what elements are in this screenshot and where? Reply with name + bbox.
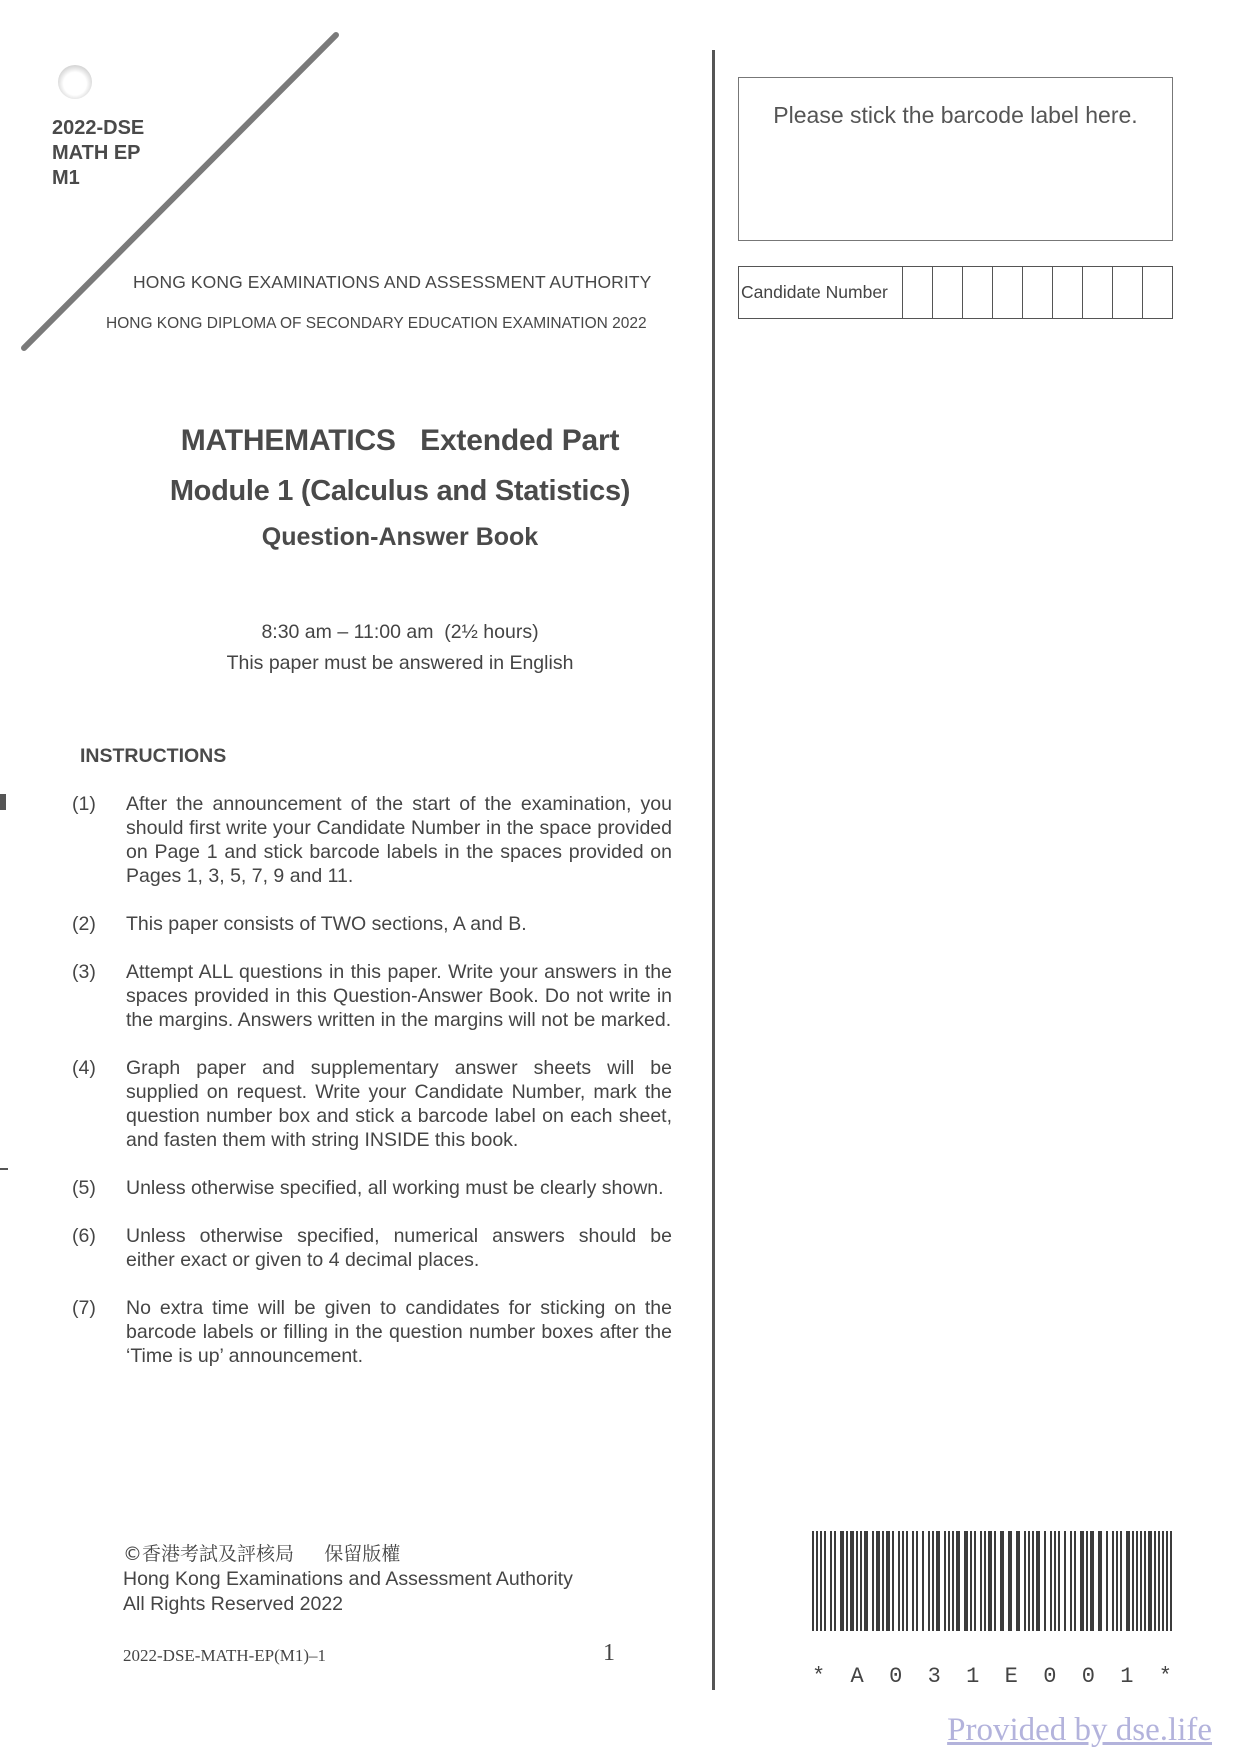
candidate-number-cell[interactable]	[1083, 267, 1113, 318]
candidate-number-label: Candidate Number	[739, 267, 903, 318]
instruction-number: (1)	[72, 793, 96, 815]
candidate-number-cell[interactable]	[1023, 267, 1053, 318]
barcode-bar	[1086, 1531, 1088, 1631]
paper-code	[52, 116, 144, 191]
barcode-bar	[1080, 1531, 1084, 1631]
barcode-char: A	[850, 1664, 864, 1689]
subject-title: MATHEMATICS Extended Part	[180, 424, 620, 457]
barcode-label-text: Please stick the barcode label here.	[773, 102, 1138, 128]
instruction-number: (3)	[72, 961, 96, 983]
candidate-number-cell[interactable]	[1113, 267, 1143, 318]
title-block	[80, 424, 720, 552]
instruction-item	[72, 960, 672, 1032]
candidate-number-cell[interactable]	[903, 267, 933, 318]
barcode-bar	[876, 1531, 880, 1631]
barcode-bar	[850, 1531, 854, 1631]
barcode-bar	[984, 1531, 986, 1631]
barcode-bar	[1162, 1531, 1164, 1631]
barcode-bar	[1112, 1531, 1114, 1631]
barcode-char: *	[812, 1664, 826, 1689]
candidate-number-cell[interactable]	[993, 267, 1023, 318]
barcode-bar	[1116, 1531, 1118, 1631]
paper-code-line: M1	[52, 167, 80, 189]
barcode-bar	[922, 1531, 924, 1631]
barcode-bar	[1008, 1531, 1012, 1631]
barcode-char: E	[1004, 1664, 1018, 1689]
module-title: Module 1 (Calculus and Statistics)	[169, 475, 631, 507]
book-title: Question-Answer Book	[261, 523, 539, 551]
barcode-char: 0	[889, 1664, 903, 1689]
barcode-bar	[860, 1531, 862, 1631]
barcode-bar	[902, 1531, 904, 1631]
barcode-bar	[1120, 1531, 1122, 1631]
barcode-bar	[864, 1531, 868, 1631]
instruction-text: Graph paper and supplementary answer sheets will be supplied on request. Write your Candidate Number, mark the question number box and stick a barcode label on each sheet, and fasten them with string INSIDE this book.	[126, 1057, 672, 1151]
instruction-list	[72, 792, 672, 1392]
barcode-bar	[964, 1531, 968, 1631]
barcode-char: 0	[1081, 1664, 1095, 1689]
paper-code-line: MATH EP	[52, 142, 141, 164]
time-block	[80, 617, 720, 679]
candidate-number-cell[interactable]	[963, 267, 993, 318]
instruction-item	[72, 1056, 672, 1152]
barcode-bar	[846, 1531, 848, 1631]
barcode-bar	[988, 1531, 992, 1631]
instruction-item	[72, 912, 672, 936]
instruction-number: (7)	[72, 1297, 96, 1319]
barcode-bar	[1158, 1531, 1160, 1631]
instructions-heading: INSTRUCTIONS	[80, 745, 227, 767]
barcode-bar	[1016, 1531, 1020, 1631]
barcode-bar	[824, 1531, 826, 1631]
instruction-text: After the announcement of the start of the examination, you should first write your Candidate Number in the space provided on Page 1 and stick barcode labels in the spaces provided on Pages 1, 3, 5, 7, 9 and 11.	[126, 793, 672, 887]
language-note: This paper must be answered in English	[226, 652, 574, 674]
barcode-bar	[1140, 1531, 1142, 1631]
barcode-bar	[1154, 1531, 1156, 1631]
barcode-bar	[834, 1531, 836, 1631]
barcode-bar	[974, 1531, 976, 1631]
barcode-bar	[944, 1531, 946, 1631]
exam-name: HONG KONG DIPLOMA OF SECONDARY EDUCATION EXAMINATION 2022	[106, 315, 647, 332]
barcode-bar	[936, 1531, 940, 1631]
margin-mark	[0, 794, 6, 810]
barcode-char: 0	[1043, 1664, 1057, 1689]
copyright-authority: Hong Kong Examinations and Assessment Authority	[123, 1568, 573, 1590]
barcode-bar	[1166, 1531, 1168, 1631]
barcode-bar	[994, 1531, 996, 1631]
barcode-bar	[840, 1531, 844, 1631]
instruction-text: Unless otherwise specified, all working must be clearly shown.	[126, 1177, 664, 1199]
paper-code-line: 2022-DSE	[52, 117, 145, 139]
watermark-link[interactable]: Provided by dse.life	[947, 1712, 1212, 1748]
instruction-item	[72, 1224, 672, 1272]
barcode-bar	[1090, 1531, 1094, 1631]
barcode-bar	[956, 1531, 960, 1631]
candidate-number-field	[738, 266, 1173, 319]
instruction-number: (5)	[72, 1177, 96, 1199]
instruction-item	[72, 1296, 672, 1368]
authority-name: HONG KONG EXAMINATIONS AND ASSESSMENT AUTHORITY	[133, 272, 652, 292]
instruction-item	[72, 792, 672, 888]
instruction-item	[72, 1176, 672, 1200]
barcode-text	[812, 1664, 1172, 1689]
barcode-label-area[interactable]	[738, 77, 1173, 241]
barcode-bar	[1136, 1531, 1138, 1631]
page-number: 1	[603, 1640, 615, 1666]
barcode-bar	[1074, 1531, 1076, 1631]
candidate-number-cell[interactable]	[933, 267, 963, 318]
barcode-bar	[948, 1531, 950, 1631]
barcode-bar	[1070, 1531, 1072, 1631]
barcode-bar	[820, 1531, 822, 1631]
barcode-bar	[1024, 1531, 1026, 1631]
margin-mark	[0, 1168, 8, 1170]
barcode-bar	[1050, 1531, 1052, 1631]
barcode-bar	[1044, 1531, 1046, 1631]
barcode-char: 1	[966, 1664, 980, 1689]
instruction-number: (6)	[72, 1225, 96, 1247]
barcode-bar	[906, 1531, 908, 1631]
barcode-bar	[970, 1531, 972, 1631]
barcode-bar	[1054, 1531, 1056, 1631]
barcode-bar	[1170, 1531, 1172, 1631]
barcode-bar	[1126, 1531, 1130, 1631]
instruction-text: Unless otherwise specified, numerical answers should be either exact or given to 4 decimal places.	[126, 1225, 672, 1271]
barcode-bar	[892, 1531, 894, 1631]
barcode-bar	[1032, 1531, 1034, 1631]
barcode-bar	[816, 1531, 818, 1631]
instruction-number: (2)	[72, 913, 96, 935]
candidate-number-cell[interactable]	[1143, 267, 1172, 318]
footer-paper-code: 2022-DSE-MATH-EP(M1)–1	[123, 1646, 327, 1665]
barcode-bar	[1144, 1531, 1146, 1631]
exam-time: 8:30 am – 11:00 am (2½ hours)	[261, 621, 539, 643]
barcode-bar	[1036, 1531, 1040, 1631]
instruction-text: Attempt ALL questions in this paper. Write your answers in the spaces provided in this Question-Answer Book. Do not write in the margins. Answers written in the margins will not be marked.	[126, 961, 672, 1031]
copyright-block	[123, 1542, 573, 1617]
barcode-bar	[928, 1531, 930, 1631]
barcode-bar	[1000, 1531, 1004, 1631]
barcode-char: 1	[1120, 1664, 1134, 1689]
barcode-bar	[898, 1531, 900, 1631]
copyright-chinese: ©香港考試及評核局 保留版權	[123, 1543, 401, 1565]
barcode-bar	[812, 1531, 814, 1631]
barcode-bar	[886, 1531, 890, 1631]
barcode-bar	[872, 1531, 874, 1631]
instruction-text: No extra time will be given to candidates for sticking on the barcode labels or filling in the question number boxes after the ‘Time is up’ announcement.	[126, 1297, 672, 1367]
barcode-bar	[1058, 1531, 1060, 1631]
barcode-bar	[1064, 1531, 1066, 1631]
barcode-graphic	[812, 1531, 1172, 1631]
divider-rule	[712, 50, 715, 1690]
candidate-number-cell[interactable]	[1053, 267, 1083, 318]
barcode-bar	[980, 1531, 982, 1631]
barcode-bar	[1132, 1531, 1134, 1631]
barcode-bar	[1098, 1531, 1102, 1631]
barcode-bar	[916, 1531, 918, 1631]
barcode-char: 3	[927, 1664, 941, 1689]
barcode-bar	[1148, 1531, 1152, 1631]
barcode-bar	[830, 1531, 832, 1631]
barcode-bar	[932, 1531, 934, 1631]
barcode-bar	[1106, 1531, 1108, 1631]
instruction-text: This paper consists of TWO sections, A and B.	[126, 913, 527, 935]
instruction-number: (4)	[72, 1057, 96, 1079]
barcode-bar	[912, 1531, 914, 1631]
barcode-bar	[882, 1531, 884, 1631]
copyright-rights: All Rights Reserved 2022	[123, 1593, 344, 1615]
barcode-bar	[1028, 1531, 1030, 1631]
barcode-bar	[952, 1531, 954, 1631]
barcode-char: *	[1158, 1664, 1172, 1689]
barcode-bar	[856, 1531, 858, 1631]
